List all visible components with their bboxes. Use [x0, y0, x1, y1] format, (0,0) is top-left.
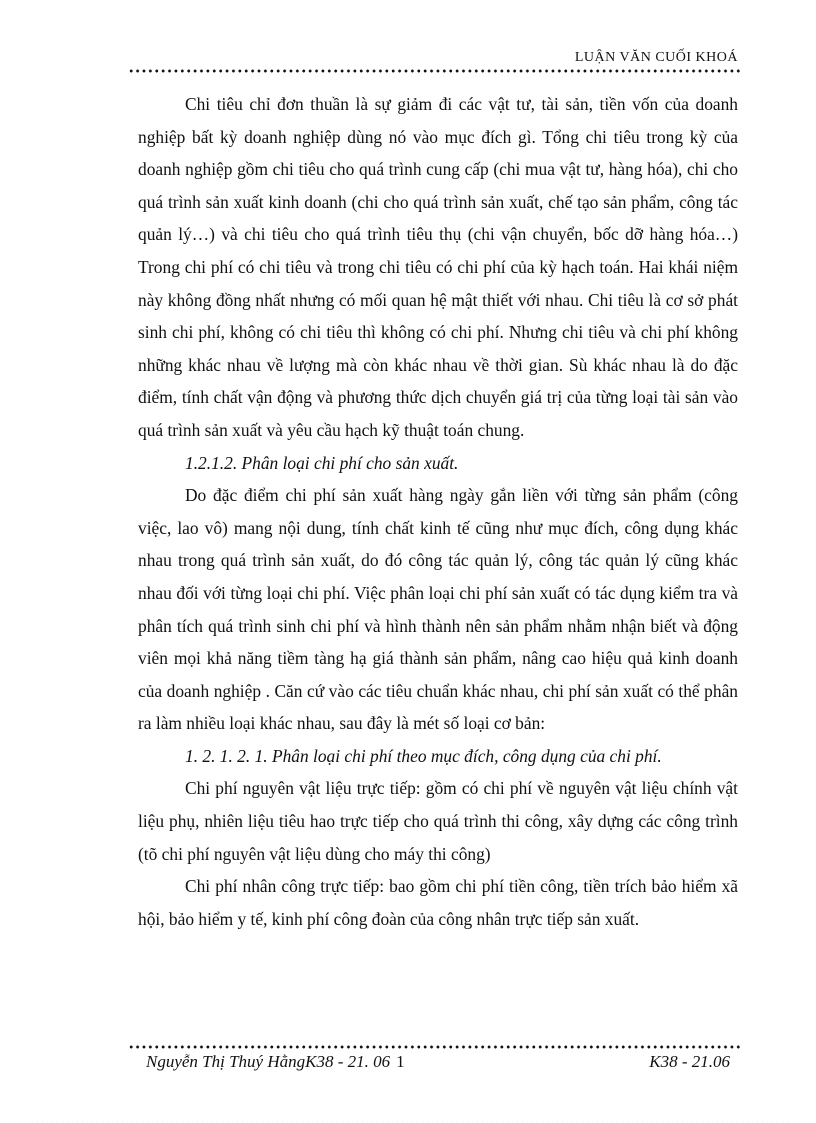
document-body [138, 88, 738, 935]
paragraph-classification-intro: Do đặc điểm chi phí sản xuất hàng ngày gắn liền với từng sản phẩm (công việc, lao vô) mang nội dung, tính chất kinh tế cũng như mục đích, công dụng khác nhau trong quá trình sản xuất, do đó công tác quản lý, công tác quản lý cũng khác nhau đối với từng loại chi phí. Việc phân loại chi phí sản xuất có tác dụng kiểm tra và phân tích quá trình sinh chi phí và hình thành nên sản phẩm nhằm nhận biết và động viên mọi khả năng tiềm tàng hạ giá thành sản phẩm, nâng cao hiệu quả kinh doanh của doanh nghiệp . Căn cứ vào các tiêu chuẩn khác nhau, chi phí sản xuất có thể phân ra làm nhiều loại khác nhau, sau đây là mét số loại cơ bản: [138, 485, 738, 734]
paragraph-spending-definition: Chi tiêu chỉ đơn thuần là sự giảm đi các vật tư, tài sản, tiền vốn của doanh nghiệp bất kỳ doanh nghiệp dùng nó vào mục đích gì. Tổng chi tiêu trong kỳ của doanh nghiệp gồm chi tiêu cho quá trình cung cấp (chi mua vật tư, hàng hóa), chi cho quá trình sản xuất kinh doanh (chi cho quá trình sản xuất, chế tạo sản phẩm, công tác quản lý…) và chi tiêu cho quá trình tiêu thụ (chi vận chuyển, bốc dỡ hàng hóa…) Trong chi phí có chi tiêu và trong chi tiêu có chi phí của kỳ hạch toán. Hai khái niệm này không đồng nhất nhưng có mối quan hệ mật thiết với nhau. Chi tiêu là cơ sở phát sinh chi phí, không có chi tiêu thì không có chi phí. Nhưng chi tiêu và chi phí không những khác nhau về lượng mà còn khác nhau về thời gian. Sù khác nhau là do đặc điểm, tính chất vận động và phương thức dịch chuyển giá trị của từng loại tài sản vào quá trình sản xuất và yêu cầu hạch kỹ thuật toán chung. [138, 94, 738, 440]
footer-dotted-rule [128, 1044, 740, 1050]
paragraph-direct-labor: Chi phí nhân công trực tiếp: bao gồm chi phí tiền công, tiền trích bảo hiểm xã hội, bảo hiểm y tế, kinh phí công đoàn của công nhân trực tiếp sản xuất. [138, 876, 738, 929]
paragraph-direct-materials: Chi phí nguyên vật liệu trực tiếp: gồm có chi phí về nguyên vật liệu chính vật liệu phụ, nhiên liệu tiêu hao trực tiếp cho quá trình thi công, xây dựng các công trình (tõ chi phí nguyên vật liệu dùng cho máy thi công) [138, 778, 738, 864]
page-edge-dots [30, 1121, 790, 1122]
running-header: LUẬN VĂN CUỐI KHOÁ [574, 50, 738, 65]
footer-left [146, 1052, 405, 1072]
section-heading-purpose-classification: 1. 2. 1. 2. 1. Phân loại chi phí theo mục đích, công dụng của chi phí. [185, 745, 662, 766]
footer-class-code: K38 - 21.06 [649, 1052, 730, 1071]
section-heading-cost-classification: 1.2.1.2. Phân loại chi phí cho sản xuất. [185, 452, 459, 473]
page-number: 1 [396, 1052, 405, 1071]
header-dotted-rule [128, 68, 740, 74]
footer-author: Nguyễn Thị Thuý HằngK38 - 21. 06 [146, 1052, 391, 1071]
